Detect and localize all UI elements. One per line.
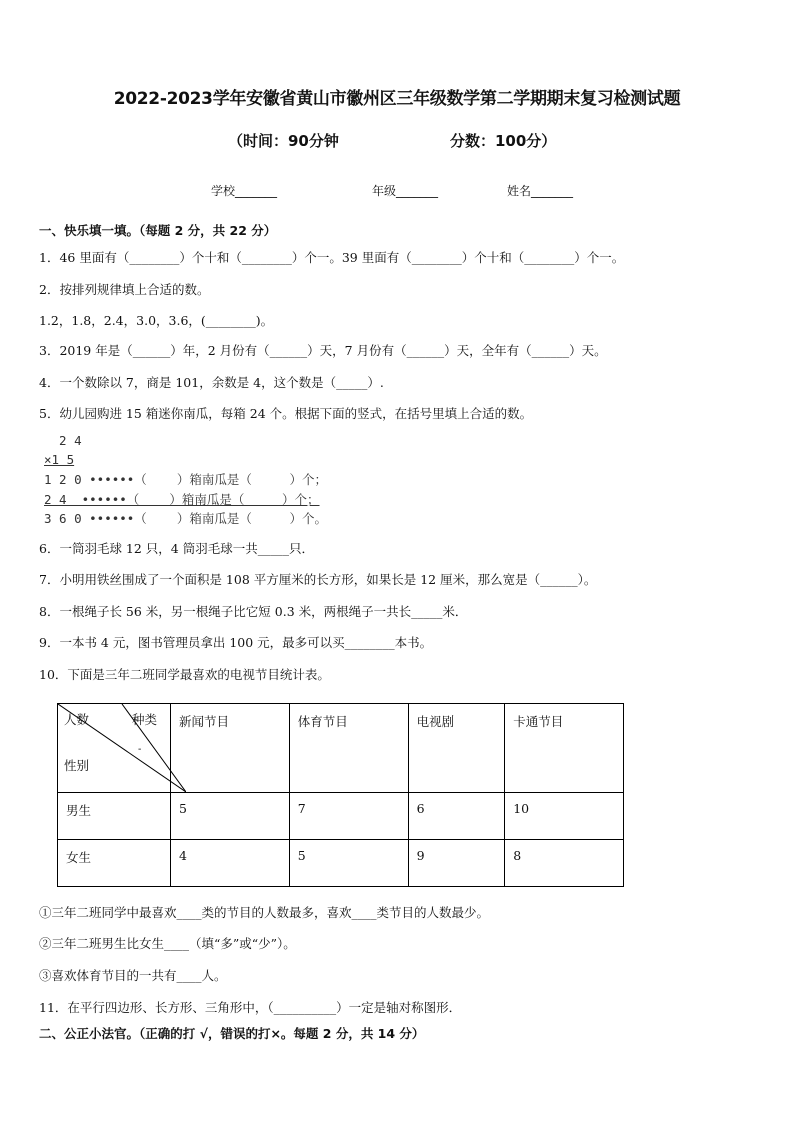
table-cell: 10	[505, 793, 624, 840]
page-title: 2022-2023学年安徽省黄山市徽州区三年级数学第二学期期末复习检测试题	[113, 89, 681, 109]
table-cell: 9	[408, 840, 505, 887]
question-1: 1．46 里面有（________）个十和（________）个一。39 里面有（________）个十和（________）个一。	[39, 250, 625, 265]
exam-time: （时间：90分钟	[228, 132, 339, 150]
corner-label-count: 人数	[64, 712, 90, 727]
section-heading: 一、快乐填一填。（每题 2 分，共 22 分）	[39, 223, 277, 238]
question-3: 3．2019 年是（______）年，2 月份有（______）天，7 月份有（______）天，全年有（______）天。	[39, 343, 607, 358]
tv-program-table	[57, 703, 624, 887]
row-label: 男生	[58, 793, 171, 840]
question-10-part-2: ②三年二班男生比女生____（填“多”或“少”）。	[39, 936, 296, 951]
corner-label-gender: 性别	[64, 758, 90, 773]
name-field[interactable]: 姓名_______	[507, 184, 574, 198]
calc-partial-product: 2 4 ••••••（ ）箱南瓜是（ ）个；	[44, 492, 320, 507]
vertical-calc-line-4	[44, 491, 320, 509]
question-9: 9．一本书 4 元，图书管理员拿出 100 元，最多可以买________本书。	[39, 635, 433, 650]
table-corner-cell	[58, 704, 171, 793]
table-cell: 5	[289, 840, 408, 887]
table-row	[58, 793, 624, 840]
student-fields	[0, 182, 794, 200]
vertical-calc-line-1: 2 4	[44, 433, 82, 448]
vertical-calc-line-2	[44, 451, 74, 469]
question-10-part-3: ③喜欢体育节目的一共有____人。	[39, 968, 227, 983]
table-cell: 5	[171, 793, 290, 840]
question-2: 2．按排列规律填上合适的数。	[39, 282, 210, 297]
question-2-sequence: 1.2，1.8，2.4，3.0，3.6，(________)。	[39, 313, 274, 328]
table-cell: 6	[408, 793, 505, 840]
question-5: 5．幼儿园购进 15 箱迷你南瓜，每箱 24 个。根据下面的竖式，在括号里填上合适的数。	[39, 406, 533, 421]
exam-score: 分数：100分）	[450, 132, 557, 150]
table-cell: 4	[171, 840, 290, 887]
vertical-calc-line-5: 3 6 0 ••••••（ ）箱南瓜是（ ）个。	[44, 511, 328, 526]
question-10: 10．下面是三年二班同学最喜欢的电视节目统计表。	[39, 667, 330, 682]
question-7: 7．小明用铁丝围成了一个面积是 108 平方厘米的长方形，如果长是 12 厘米，那么宽是（______）。	[39, 572, 597, 587]
column-header: 体育节目	[289, 704, 408, 793]
column-header: 新闻节目	[171, 704, 290, 793]
question-8: 8．一根绳子长 56 米，另一根绳子比它短 0.3 米，两根绳子一共长_____米．	[39, 604, 468, 619]
grade-field[interactable]: 年级_______	[372, 184, 439, 198]
school-field[interactable]: 学校_______	[211, 184, 278, 198]
table-cell: 8	[505, 840, 624, 887]
question-4: 4．一个数除以 7，商是 101，余数是 4，这个数是（_____）.	[39, 375, 384, 390]
table-cell: 7	[289, 793, 408, 840]
question-6: 6．一筒羽毛球 12 只，4 筒羽毛球一共_____只．	[39, 541, 314, 556]
table-header-row	[58, 704, 624, 793]
section-heading: 二、公正小法官。（正确的打 √，错误的打×。每题 2 分，共 14 分）	[39, 1026, 425, 1041]
calc-multiplier: ×1 5	[44, 452, 75, 467]
corner-label-type: 种类	[132, 712, 158, 727]
row-label: 女生	[58, 840, 171, 887]
question-11: 11．在平行四边形、长方形、三角形中，（__________）一定是轴对称图形．	[39, 1000, 462, 1015]
table-row	[58, 840, 624, 887]
question-10-part-1: ①三年二班同学中最喜欢____类的节目的人数最多，喜欢____类节目的人数最少。	[39, 905, 490, 920]
column-header: 卡通节目	[505, 704, 624, 793]
exam-info	[0, 130, 794, 150]
column-header: 电视剧	[408, 704, 505, 793]
corner-dash: -	[138, 744, 142, 755]
vertical-calc-line-3: 1 2 0 ••••••（ ）箱南瓜是（ ）个；	[44, 472, 328, 487]
